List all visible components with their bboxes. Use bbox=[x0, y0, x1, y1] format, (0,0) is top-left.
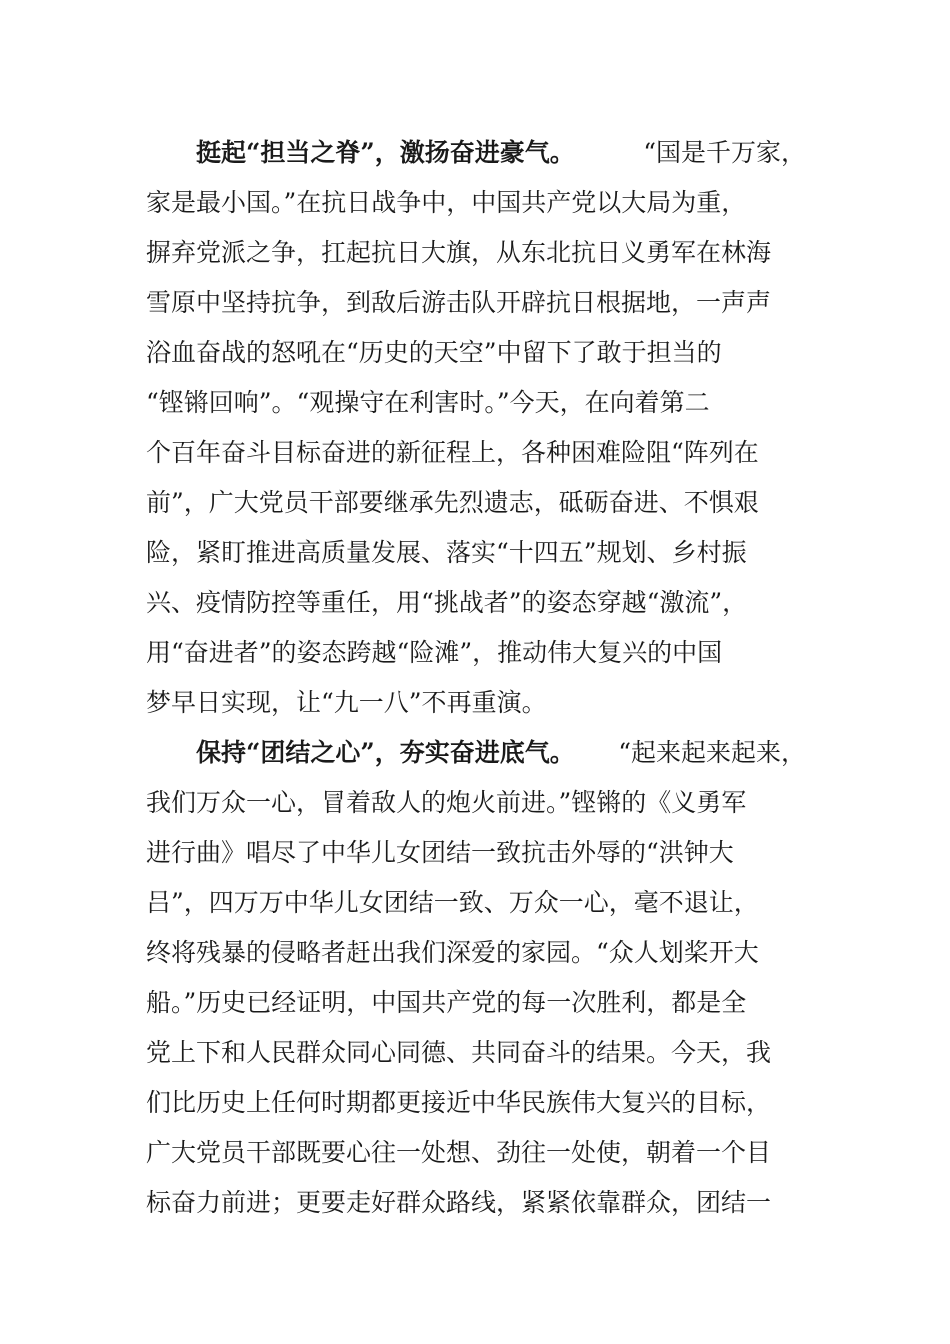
paragraph-line-text: 浴血奋战的怒吼在“历史的天空”中留下了敢于担当的 bbox=[146, 338, 722, 367]
paragraph-heading: 挺起“担当之脊”，激扬奋进豪气。 bbox=[196, 138, 575, 167]
paragraph-line-text: 船。”历史已经证明，中国共产党的每一次胜利，都是全 bbox=[146, 988, 747, 1017]
paragraph-line bbox=[146, 478, 806, 528]
body-text bbox=[146, 128, 806, 1228]
paragraph-line-text: 我们万众一心，冒着敌人的炮火前进。”铿锵的《义勇军 bbox=[146, 788, 747, 817]
paragraph-line bbox=[146, 578, 806, 628]
paragraph-line bbox=[146, 628, 806, 678]
paragraph-line bbox=[146, 228, 806, 278]
paragraph-line bbox=[146, 878, 806, 928]
paragraph-line bbox=[146, 1078, 806, 1128]
paragraph-line-text: 党上下和人民群众同心同德、共同奋斗的结果。今天，我 bbox=[146, 1038, 772, 1067]
paragraph-line bbox=[146, 828, 806, 878]
paragraph-line bbox=[146, 1028, 806, 1078]
paragraph-line-text: 用“奋进者”的姿态跨越“险滩”，推动伟大复兴的中国 bbox=[146, 638, 723, 667]
paragraph-line-text: 个百年奋斗目标奋进的新征程上，各种困难险阻“阵列在 bbox=[146, 438, 759, 467]
paragraph-line-text: 梦早日实现，让“九一八”不再重演。 bbox=[146, 688, 547, 717]
paragraph-line bbox=[146, 378, 806, 428]
paragraph-line bbox=[146, 428, 806, 478]
paragraph-1 bbox=[146, 128, 806, 728]
paragraph-line bbox=[146, 978, 806, 1028]
paragraph-line-text: 家是最小国。”在抗日战争中，中国共产党以大局为重， bbox=[146, 188, 747, 217]
paragraph-line bbox=[146, 728, 806, 778]
paragraph-line-text: 雪原中坚持抗争，到敌后游击队开辟抗日根据地，一声声 bbox=[146, 288, 772, 317]
paragraph-line bbox=[146, 178, 806, 228]
paragraph-line-text: 摒弃党派之争，扛起抗日大旗，从东北抗日义勇军在林海 bbox=[146, 238, 772, 267]
paragraph-line bbox=[146, 528, 806, 578]
paragraph-line bbox=[146, 328, 806, 378]
paragraph-2 bbox=[146, 728, 806, 1228]
paragraph-line-text: 们比历史上任何时期都更接近中华民族伟大复兴的目标， bbox=[146, 1088, 772, 1117]
paragraph-line-text: 吕”，四万万中华儿女团结一致、万众一心，毫不退让， bbox=[146, 888, 759, 917]
paragraph-line bbox=[146, 1128, 806, 1178]
paragraph-line-text: 终将残暴的侵略者赶出我们深爱的家园。“众人划桨开大 bbox=[146, 938, 759, 967]
paragraph-line-text: “国是千万家， bbox=[643, 138, 806, 167]
paragraph-heading: 保持“团结之心”，夯实奋进底气。 bbox=[196, 738, 575, 767]
paragraph-line-text: “起来起来起来， bbox=[618, 738, 806, 767]
paragraph-line bbox=[146, 778, 806, 828]
paragraph-line-text: 标奋力前进；更要走好群众路线，紧紧依靠群众，团结一 bbox=[146, 1188, 772, 1217]
paragraph-line bbox=[146, 128, 806, 178]
paragraph-line-text: 进行曲》唱尽了中华儿女团结一致抗击外辱的“洪钟大 bbox=[146, 838, 734, 867]
paragraph-line-text: 兴、疫情防控等重任，用“挑战者”的姿态穿越“激流”， bbox=[146, 588, 748, 617]
paragraph-line-text: 险，紧盯推进高质量发展、落实“十四五”规划、乡村振 bbox=[146, 538, 747, 567]
paragraph-line bbox=[146, 278, 806, 328]
paragraph-line bbox=[146, 678, 806, 728]
paragraph-line-text: 前”，广大党员干部要继承先烈遗志，砥砺奋进、不惧艰 bbox=[146, 488, 759, 517]
paragraph-line-text: 广大党员干部既要心往一处想、劲往一处使，朝着一个目 bbox=[146, 1138, 772, 1167]
paragraph-line bbox=[146, 1178, 806, 1228]
paragraph-line-text: “铿锵回响”。“观操守在利害时。”今天，在向着第二 bbox=[146, 388, 710, 417]
paragraph-line bbox=[146, 928, 806, 978]
